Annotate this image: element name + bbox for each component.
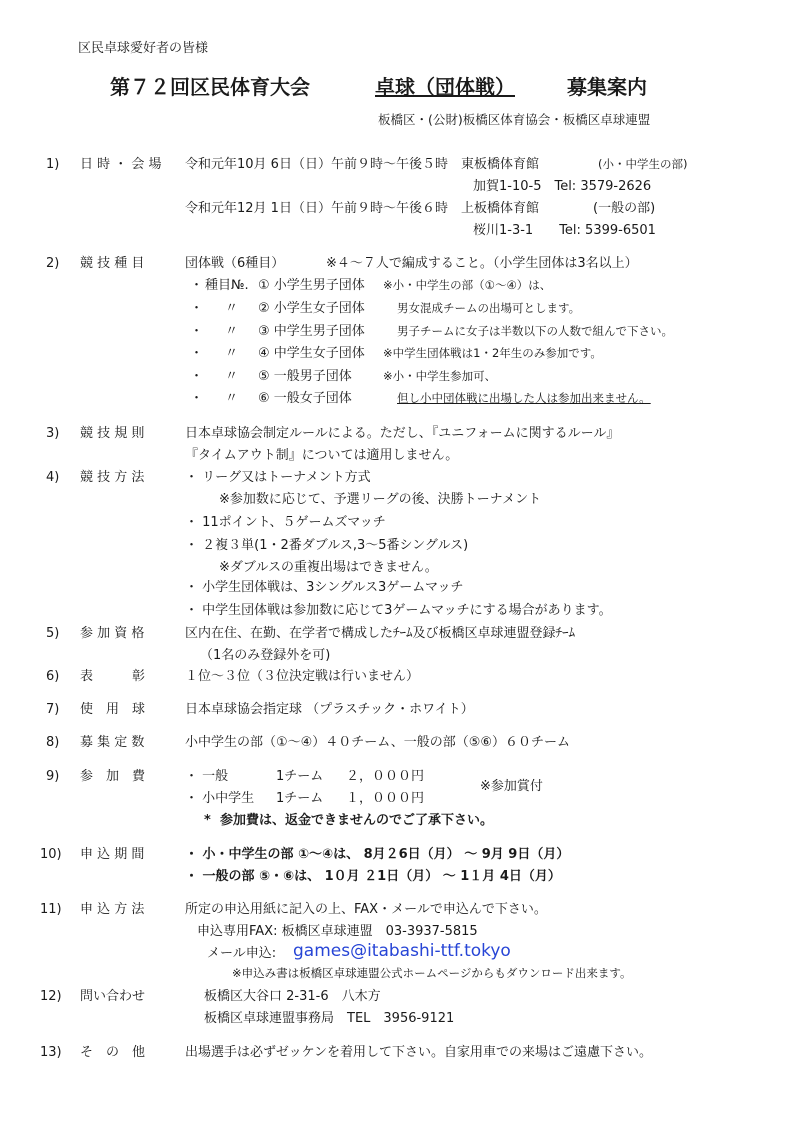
method-line: ・ 11ポイント、５ゲームズマッチ <box>185 515 386 530</box>
section-10-label: 申 込 期 間 <box>80 847 145 862</box>
apply-instructions: 所定の申込用紙に記入の上、FAX・メールで申込んで下さい。 <box>185 902 547 917</box>
title-event: 卓球（団体戦） <box>375 75 515 99</box>
fee-general-who: ・ 一般 <box>185 769 229 784</box>
section-7-number: 7) <box>46 702 60 717</box>
section-1-label: 日 時 ・ 会 場 <box>80 157 162 172</box>
section-2-label: 競 技 種 目 <box>80 256 145 271</box>
event-prefix: 〃 <box>225 301 239 316</box>
method-line: ・ 中学生団体戦は参加数に応じて3ゲームマッチにする場合があります。 <box>185 603 612 618</box>
contact-address: 板橋区大谷口 2-31-6 八木方 <box>204 989 381 1004</box>
section-2-number: 2) <box>46 256 60 271</box>
section-1-number: 1) <box>46 157 60 172</box>
title-suffix: 募集案内 <box>567 75 647 99</box>
venue-1-address: 加賀1-10-5 Tel: 3579-2626 <box>473 179 652 194</box>
period-general: ・ 一般の部 ⑤・⑥は、 1０月 ２1日（月） 〜 1１月 4日（月） <box>185 869 561 884</box>
section-7-label: 使 用 球 <box>80 702 146 717</box>
schedule-line-2-division: (一般の部) <box>593 201 656 216</box>
event-prefix: 〃 <box>225 324 239 339</box>
schedule-line-1-division: (小・中学生の部) <box>598 157 688 171</box>
event-prefix: 〃 <box>225 346 239 361</box>
event-bullet: ・ <box>190 301 204 316</box>
event-bullet: ・ <box>190 346 204 361</box>
events-heading: 団体戦（6種目） <box>185 256 285 271</box>
schedule-line-1: 令和元年10月 6日（日）午前９時〜午後５時 東板橋体育館 <box>185 157 539 172</box>
schedule-line-2: 令和元年12月 1日（日）午前９時〜午後６時 上板橋体育館 <box>185 201 539 216</box>
event-note: ※小・中学生の部（①〜④）は、 <box>383 278 552 292</box>
apply-mail-label: メール申込: <box>207 946 277 961</box>
section-8-label: 募 集 定 数 <box>80 735 145 750</box>
event-bullet: ・ <box>190 391 204 406</box>
method-line: ・ ２複３単(1・2番ダブルス,3〜5番シングルス) <box>185 538 469 553</box>
capacity-text: 小中学生の部（①〜④）４０チーム、一般の部（⑤⑥）６０チーム <box>185 735 571 750</box>
greeting: 区民卓球愛好者の皆様 <box>78 41 209 56</box>
fee-general-unit: 1チーム <box>276 769 324 784</box>
event-name: ⑤ 一般男子団体 <box>258 369 352 384</box>
apply-email-link[interactable]: games@itabashi-ttf.tokyo <box>293 941 511 961</box>
section-4-number: 4) <box>46 470 60 485</box>
event-name: ⑥ 一般女子団体 <box>258 391 352 406</box>
event-note: ※中学生団体戦は1・2年生のみ参加です。 <box>383 346 602 360</box>
rules-line-2: 『タイムアウト制』については適用しません。 <box>185 448 459 463</box>
section-13-label: そ の 他 <box>80 1045 146 1060</box>
section-10-number: 10) <box>40 847 62 862</box>
event-note: 男女混成チームの出場可とします。 <box>397 301 581 315</box>
title-main: 第７２回区民体育大会 <box>110 75 310 99</box>
event-prefix: 種目№. <box>205 278 249 293</box>
event-prefix: 〃 <box>225 391 239 406</box>
fee-student-who: ・ 小中学生 <box>185 791 255 806</box>
fee-warning-star: * <box>204 813 211 828</box>
section-3-label: 競 技 規 則 <box>80 426 145 441</box>
section-6-label: 表 彰 <box>80 669 146 684</box>
section-5-label: 参 加 資 格 <box>80 626 145 641</box>
awards-text: １位〜３位（３位決定戦は行いません） <box>185 669 420 684</box>
eligibility-line-1: 区内在住、在勤、在学者で構成したﾁｰﾑ及び板橋区卓球連盟登録ﾁｰﾑ <box>185 626 576 641</box>
section-12-label: 問い合わせ <box>80 989 146 1004</box>
fee-student-amount: １，０００円 <box>346 791 425 806</box>
section-9-label: 参 加 費 <box>80 769 146 784</box>
section-13-number: 13) <box>40 1045 62 1060</box>
section-12-number: 12) <box>40 989 62 1004</box>
venue-2-address: 桜川1-3-1 Tel: 5399-6501 <box>473 223 656 238</box>
fee-student-unit: 1チーム <box>276 791 324 806</box>
event-name: ④ 中学生女子団体 <box>258 346 365 361</box>
section-4-label: 競 技 方 法 <box>80 470 145 485</box>
section-9-number: 9) <box>46 769 60 784</box>
section-3-number: 3) <box>46 426 60 441</box>
event-name: ② 小学生女子団体 <box>258 301 365 316</box>
method-note: ※ダブルスの重複出場はできません。 <box>219 560 438 575</box>
period-student: ・ 小・中学生の部 ①〜④は、 8月２6日（月） 〜 9月 9日（月） <box>185 847 570 862</box>
fee-general-amount: ２，０００円 <box>346 769 425 784</box>
contact-office: 板橋区卓球連盟事務局 TEL 3956-9121 <box>204 1011 455 1026</box>
organizer: 板橋区・(公財)板橋区体育協会・板橋区卓球連盟 <box>378 112 651 127</box>
other-notes: 出場選手は必ずゼッケンを着用して下さい。自家用車での来場はご遠慮下さい。 <box>185 1045 652 1060</box>
method-line: ・ リーグ又はトーナメント方式 <box>185 470 371 485</box>
section-5-number: 5) <box>46 626 60 641</box>
fee-prize-note: ※参加賞付 <box>480 779 543 794</box>
section-11-number: 11) <box>40 902 62 917</box>
event-note: 男子チームに女子は半数以下の人数で組んで下さい。 <box>397 324 673 338</box>
method-note: ※参加数に応じて、予選リーグの後、決勝トーナメント <box>219 492 542 507</box>
event-name: ① 小学生男子団体 <box>258 278 365 293</box>
section-6-number: 6) <box>46 669 60 684</box>
event-bullet: ・ <box>190 369 204 384</box>
ball-text: 日本卓球協会指定球 （プラスチック・ホワイト） <box>185 702 474 717</box>
apply-fax: 申込専用FAX: 板橋区卓球連盟 03-3937-5815 <box>197 924 478 939</box>
event-name: ③ 中学生男子団体 <box>258 324 365 339</box>
event-bullet: ・ <box>190 324 204 339</box>
rules-line-1: 日本卓球協会制定ルールによる。ただし、『ユニフォームに関するルール』 <box>185 426 620 441</box>
event-prefix: 〃 <box>225 369 239 384</box>
section-8-number: 8) <box>46 735 60 750</box>
events-heading-note: ※４〜７人で編成すること。（小学生団体は3名以上） <box>326 256 638 271</box>
event-note: ※小・中学生参加可、 <box>383 369 497 383</box>
section-11-label: 申 込 方 法 <box>80 902 145 917</box>
event-bullet: ・ <box>190 278 204 293</box>
event-note: 但し小中団体戦に出場した人は参加出来ません。 <box>397 391 651 405</box>
eligibility-line-2: （1名のみ登録外を可) <box>200 648 331 663</box>
apply-download-note: ※申込み書は板橋区卓球連盟公式ホームページからもダウンロード出来ます。 <box>232 966 632 980</box>
fee-no-refund-warning: 参加費は、返金できませんのでご了承下さい。 <box>220 813 494 828</box>
method-line: ・ 小学生団体戦は、3シングルス3ゲームマッチ <box>185 580 464 595</box>
